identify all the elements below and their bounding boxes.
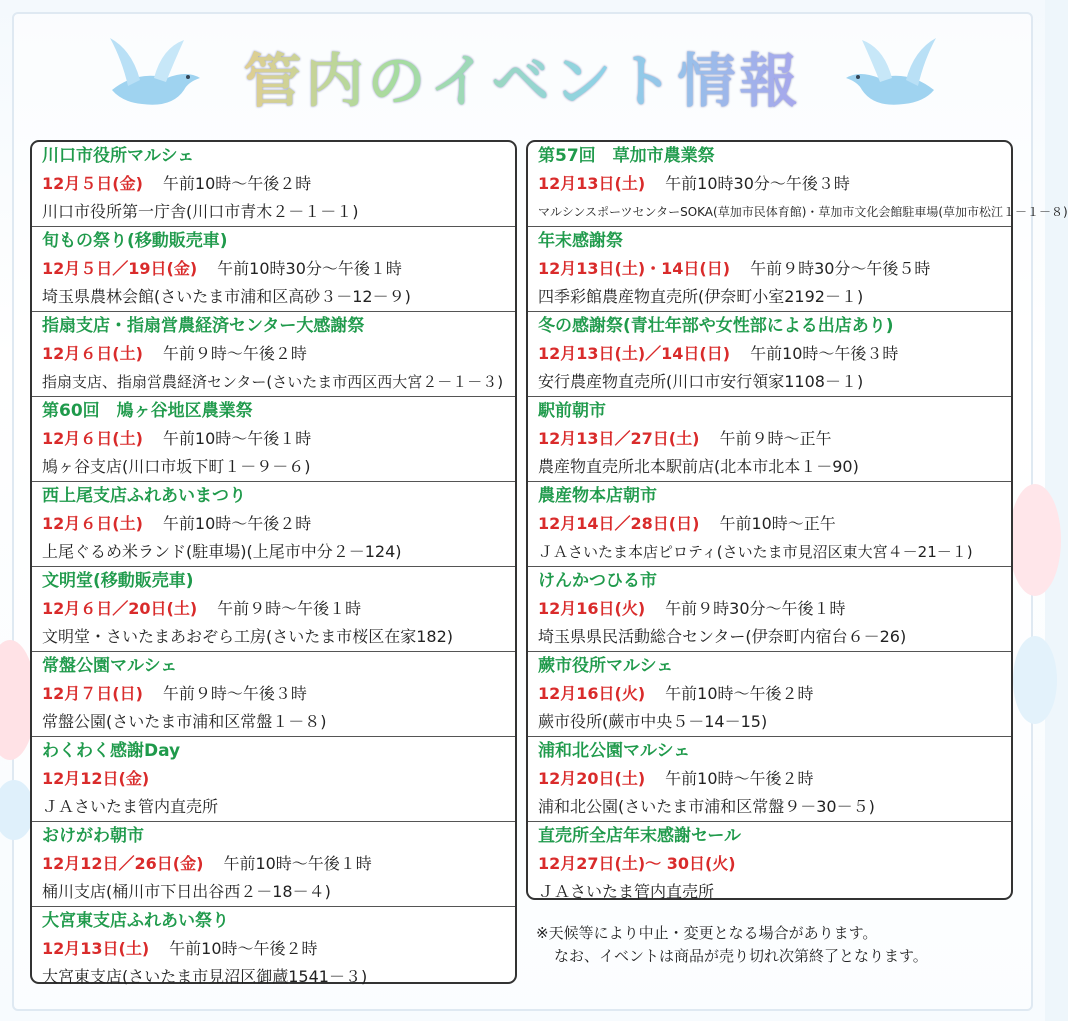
event-venue: 上尾ぐるめ米ランド(駐車場)(上尾市中分２－124) (42, 542, 402, 561)
event-block (528, 227, 1011, 312)
event-date: 12月14日／28日(日) (538, 514, 700, 533)
event-date: 12月13日(土) (42, 939, 150, 958)
event-block (528, 482, 1011, 567)
event-schedule (528, 425, 1011, 453)
event-time: 午前９時30分～午後１時 (665, 599, 846, 618)
event-date: 12月６日(土) (42, 429, 143, 448)
event-schedule (32, 935, 515, 963)
note-line: なお、イベントは商品が売り切れ次第終了となります。 (554, 947, 928, 965)
event-schedule (528, 510, 1011, 538)
event-title: 常盤公園マルシェ (42, 656, 178, 676)
event-time: 午前10時～午後２時 (169, 939, 318, 958)
event-schedule (528, 255, 1011, 283)
page-title: 管内のイベント情報 (0, 44, 1045, 118)
event-time: 午前10時～午後３時 (750, 344, 899, 363)
event-title: 蕨市役所マルシェ (538, 656, 674, 676)
event-title: 冬の感謝祭(青壮年部や女性部による出店あり) (538, 316, 894, 336)
event-block (528, 312, 1011, 397)
event-time: 午前10時～午後２時 (162, 174, 312, 193)
event-title: わくわく感謝Day (42, 741, 181, 761)
event-schedule (528, 765, 1011, 793)
event-date: 12月16日(火) (538, 599, 646, 618)
event-block (528, 822, 1011, 906)
event-venue: 浦和北公園(さいたま市浦和区常盤９－30－５) (538, 797, 875, 816)
event-title: 年末感謝祭 (538, 231, 623, 251)
event-schedule (528, 595, 1011, 623)
event-title: けんかつひる市 (538, 571, 657, 591)
event-block (32, 737, 515, 822)
event-schedule (32, 510, 515, 538)
event-title: 駅前朝市 (538, 401, 606, 421)
event-block (528, 142, 1068, 227)
event-time: 午前10時～午後１時 (223, 854, 372, 873)
event-date: 12月５日(金) (42, 174, 143, 193)
event-title: 指扇支店・指扇営農経済センター大感謝祭 (42, 316, 365, 336)
event-time: 午前10時30分～午後１時 (217, 259, 402, 278)
event-venue: 安行農産物直売所(川口市安行領家1108－１) (538, 372, 864, 391)
event-date: 12月12日(金) (42, 769, 150, 788)
event-venue: 農産物直売所北本駅前店(北本市北本１－90) (538, 457, 859, 476)
event-block (528, 652, 1011, 737)
event-block (528, 567, 1011, 652)
event-title: 浦和北公園マルシェ (538, 741, 691, 761)
event-schedule (32, 765, 515, 793)
event-block (32, 142, 515, 227)
event-block (32, 227, 515, 312)
event-venue: ＪＡさいたま管内直売所 (538, 882, 715, 901)
event-venue: 大宮東支店(さいたま市見沼区御蔵1541－３) (42, 967, 368, 986)
event-title: 直売所全店年末感謝セール (538, 826, 741, 846)
event-time: 午前９時～午後１時 (217, 599, 362, 618)
event-time: 午前10時～正午 (719, 514, 836, 533)
event-venue: ＪＡさいたま管内直売所 (42, 797, 219, 816)
event-time: 午前10時30分～午後３時 (665, 174, 850, 193)
event-time: 午前10時～午後２時 (162, 514, 312, 533)
event-block (32, 907, 515, 991)
event-schedule (528, 340, 1011, 368)
event-title: 農産物本店朝市 (538, 486, 657, 506)
event-block (32, 652, 515, 737)
event-date: 12月27日(土)～ 30日(火) (538, 854, 736, 873)
event-time: 午前９時～午後３時 (162, 684, 307, 703)
event-date: 12月13日(土)／14日(日) (538, 344, 731, 363)
event-schedule (32, 680, 515, 708)
event-time: 午前10時～午後２時 (665, 769, 814, 788)
event-venue: 鳩ヶ谷支店(川口市坂下町１－９－６) (42, 457, 311, 476)
event-schedule (32, 170, 515, 198)
event-title: おけがわ朝市 (42, 826, 144, 846)
event-venue: 川口市役所第一庁舎(川口市青木２－１－１) (42, 202, 359, 221)
event-schedule (32, 850, 515, 878)
event-date: 12月６日(土) (42, 344, 143, 363)
event-venue: ＪＡさいたま本店ピロティ(さいたま市見沼区東大宮４－21－１) (538, 543, 973, 561)
event-block (32, 822, 515, 907)
event-date: 12月20日(土) (538, 769, 646, 788)
event-time: 午前９時～正午 (719, 429, 832, 448)
event-venue: 埼玉県県民活動総合センター(伊奈町内宿台６－26) (538, 627, 907, 646)
event-block (32, 312, 515, 397)
event-title: 川口市役所マルシェ (42, 146, 195, 166)
event-venue: 四季彩館農産物直売所(伊奈町小室2192－１) (538, 287, 864, 306)
event-date: 12月７日(日) (42, 684, 143, 703)
event-date: 12月13日(土) (538, 174, 646, 193)
event-date: 12月13日／27日(土) (538, 429, 700, 448)
event-venue: 埼玉県農林会館(さいたま市浦和区高砂３－12－９) (42, 287, 411, 306)
event-block (32, 567, 515, 652)
event-schedule (32, 595, 515, 623)
event-date: 12月６日(土) (42, 514, 143, 533)
event-block (528, 737, 1011, 822)
event-title: 文明堂(移動販売車) (42, 571, 194, 591)
event-date: 12月13日(土)・14日(日) (538, 259, 731, 278)
event-schedule (32, 340, 515, 368)
event-venue: マルシンスポーツセンターSOKA(草加市民体育館)・草加市文化会館駐車場(草加市松江１－１－８) (538, 205, 1068, 219)
event-list-right (526, 140, 1068, 901)
event-list-left (30, 140, 517, 984)
event-date: 12月12日／26日(金) (42, 854, 204, 873)
event-venue: 桶川支店(桶川市下日出谷西２－18－４) (42, 882, 331, 901)
notes (536, 922, 1016, 968)
event-title: 大宮東支店ふれあい祭り (42, 911, 229, 931)
event-title: 旬もの祭り(移動販売車) (42, 231, 228, 251)
event-schedule (528, 850, 1011, 878)
note-line: ※天候等により中止・変更となる場合があります。 (536, 924, 878, 942)
event-date: 12月６日／20日(土) (42, 599, 198, 618)
event-venue: 指扇支店、指扇営農経済センター(さいたま市西区西大宮２－１－３) (42, 373, 504, 391)
event-time: 午前９時～午後２時 (162, 344, 307, 363)
event-venue: 常盤公園(さいたま市浦和区常盤１－８) (42, 712, 327, 731)
event-title: 西上尾支店ふれあいまつり (42, 486, 246, 506)
event-schedule (32, 425, 515, 453)
event-date: 12月５日／19日(金) (42, 259, 198, 278)
event-venue: 文明堂・さいたまあおぞら工房(さいたま市桜区在家182) (42, 627, 454, 646)
event-date: 12月16日(火) (538, 684, 646, 703)
event-block (528, 397, 1011, 482)
event-venue: 蕨市役所(蕨市中央５－14－15) (538, 712, 768, 731)
event-time: 午前10時～午後１時 (162, 429, 312, 448)
event-schedule (32, 255, 515, 283)
event-title: 第57回 草加市農業祭 (538, 146, 715, 166)
event-schedule (528, 680, 1011, 708)
event-block (32, 482, 515, 567)
event-time: 午前10時～午後２時 (665, 684, 814, 703)
event-block (32, 397, 515, 482)
event-time: 午前９時30分～午後５時 (750, 259, 931, 278)
event-title: 第60回 鳩ヶ谷地区農業祭 (42, 401, 253, 421)
event-schedule (528, 170, 1011, 198)
